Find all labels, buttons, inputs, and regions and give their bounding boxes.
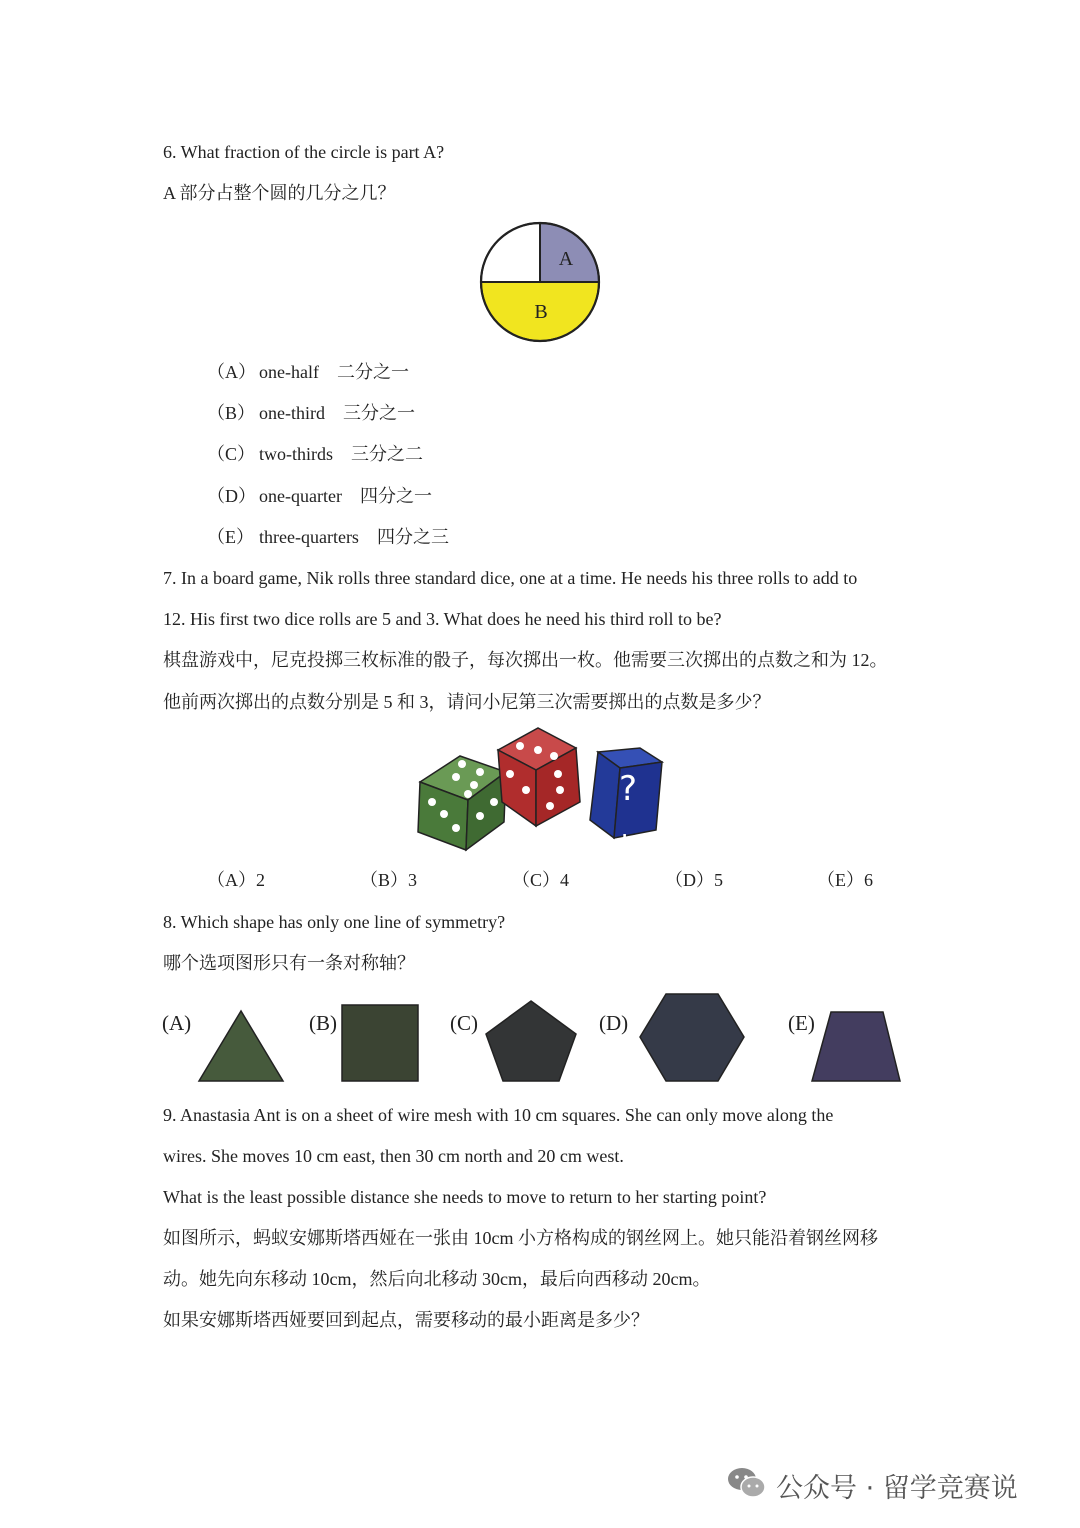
wechat-icon xyxy=(727,1466,767,1500)
q7-dice-figure xyxy=(414,728,668,856)
q6-question-en: 6. What fraction of the circle is part A? xyxy=(163,142,445,162)
q6-question-zh: A 部分占整个圆的几分之几？ xyxy=(163,183,396,203)
option-zh: 四分之一 xyxy=(359,486,432,506)
q8-option-a-label: (A) xyxy=(162,1011,192,1035)
option-label: （A） xyxy=(207,362,256,382)
blue-die xyxy=(590,748,662,857)
q7-question-en-2: 12. His first two dice rolls are 5 and 3. What does he need his third roll to be? xyxy=(163,609,722,629)
trapezoid-shape xyxy=(812,1012,900,1081)
option-value: 2 xyxy=(256,870,265,890)
option-en: one-quarter xyxy=(259,486,342,506)
q9-question-zh-3: 如果安娜斯塔西娅要回到起点，需要移动的最小距离是多少？ xyxy=(163,1310,649,1330)
option-label: （B） xyxy=(360,870,409,890)
q7-option-b xyxy=(360,868,417,892)
q7-option-c xyxy=(512,868,569,892)
q6-option-d xyxy=(207,484,432,508)
option-value: 4 xyxy=(560,870,570,890)
option-en: one-half xyxy=(259,362,319,382)
triangle-shape xyxy=(199,1011,283,1081)
q7-option-d xyxy=(665,868,723,892)
option-en: three-quarters xyxy=(259,527,359,547)
question-mark-bottom: ? xyxy=(617,827,631,857)
q9-question-zh-1: 如图所示，蚂蚁安娜斯塔西娅在一张由 10cm 小方格构成的钢丝网上。她只能沿着钢丝网移 xyxy=(163,1228,878,1248)
q6-option-a xyxy=(207,360,409,384)
option-label: （C） xyxy=(512,870,561,890)
q7-option-a xyxy=(207,868,265,892)
option-label: （C） xyxy=(207,444,256,464)
option-label: （A） xyxy=(207,870,256,890)
option-zh: 三分之一 xyxy=(342,403,415,423)
q9-question-en-1: 9. Anastasia Ant is on a sheet of wire mesh with 10 cm squares. She can only move along the xyxy=(163,1105,834,1125)
q8-shapes-figure xyxy=(0,990,1080,1090)
q8-option-c-label: (C) xyxy=(450,1011,478,1035)
q6-circle-figure xyxy=(480,222,602,344)
option-label: （B） xyxy=(207,403,256,423)
option-label: （D） xyxy=(665,870,714,890)
q6-option-c xyxy=(207,442,423,466)
q8-option-d-label: (D) xyxy=(599,1011,629,1035)
option-zh: 三分之二 xyxy=(351,444,423,464)
q7-question-en-1: 7. In a board game, Nik rolls three standard dice, one at a time. He needs his three rolls to add to xyxy=(163,568,858,588)
option-value: 5 xyxy=(714,870,723,890)
q6-option-e xyxy=(207,525,449,549)
q7-question-zh-2: 他前两次掷出的点数分别是 5 和 3，请问小尼第三次需要掷出的点数是多少？ xyxy=(163,692,771,712)
q8-option-b-label: (B) xyxy=(309,1011,337,1035)
watermark-text: 公众号 · 留学竞赛说 xyxy=(776,1473,1018,1504)
q9-question-en-3: What is the least possible distance she needs to move to return to her starting point? xyxy=(163,1187,767,1207)
square-shape xyxy=(342,1005,418,1081)
q7-option-e xyxy=(817,868,873,892)
option-label: （D） xyxy=(207,486,256,506)
q9-question-en-2: wires. She moves 10 cm east, then 30 cm north and 20 cm west. xyxy=(163,1146,624,1166)
option-zh: 四分之三 xyxy=(376,527,449,547)
option-zh: 二分之一 xyxy=(336,362,409,382)
option-label: （E） xyxy=(817,870,864,890)
question-mark-front: ? xyxy=(618,769,638,809)
q8-question-zh: 哪个选项图形只有一条对称轴？ xyxy=(163,953,415,973)
red-die xyxy=(498,728,580,826)
option-en: two-thirds xyxy=(259,444,333,464)
q8-option-e-label: (E) xyxy=(788,1011,815,1035)
q7-question-zh-1: 棋盘游戏中，尼克投掷三枚标准的骰子，每次掷出一枚。他需要三次掷出的点数之和为 12。 xyxy=(163,650,888,670)
option-en: one-third xyxy=(259,403,325,423)
q8-question-en: 8. Which shape has only one line of symmetry? xyxy=(163,912,506,932)
q6-option-b xyxy=(207,401,415,425)
option-label: （E） xyxy=(207,527,254,547)
option-value: 3 xyxy=(408,870,418,890)
hexagon-shape xyxy=(640,994,744,1081)
green-die xyxy=(418,756,506,850)
option-value: 6 xyxy=(864,870,873,890)
pentagon-shape xyxy=(486,1001,576,1081)
part-b-label: B xyxy=(534,301,548,323)
part-a-label: A xyxy=(558,248,574,270)
q9-question-zh-2: 动。她先向东移动 10cm，然后向北移动 30cm，最后向西移动 20cm。 xyxy=(163,1269,711,1289)
